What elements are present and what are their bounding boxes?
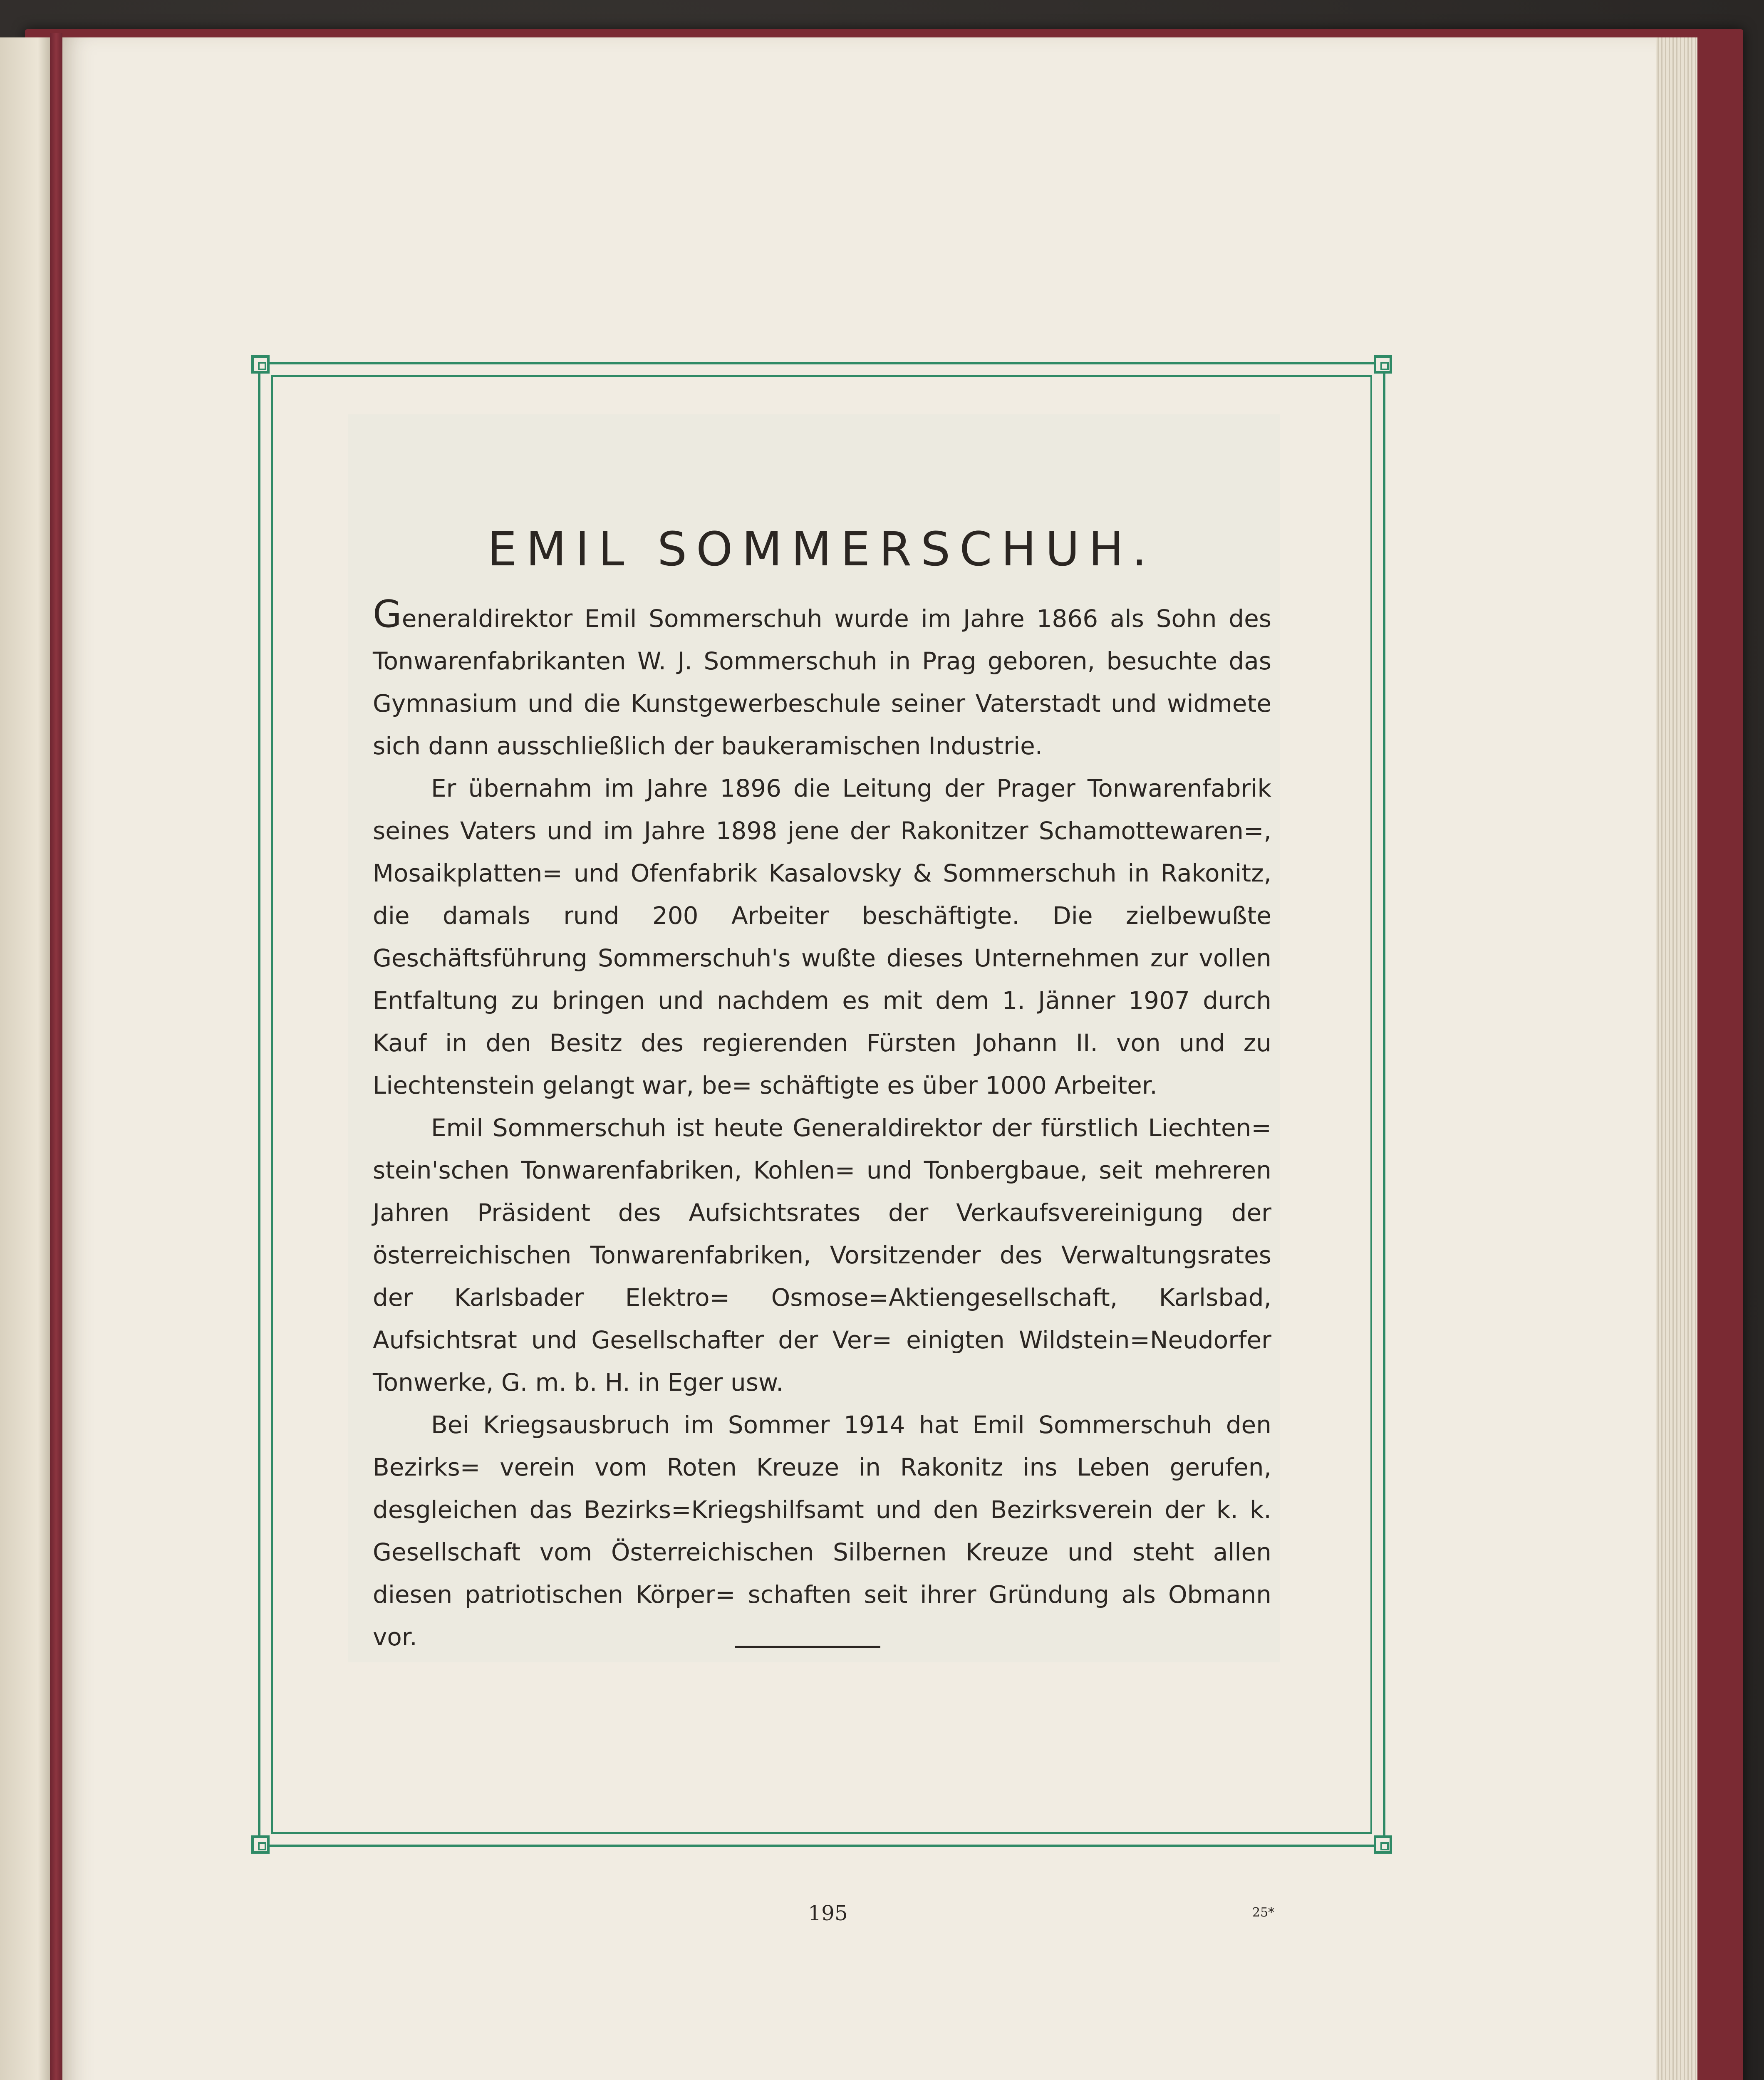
- signature-mark: 25*: [1252, 1905, 1275, 1920]
- page-number: 195: [808, 1901, 848, 1925]
- paragraph-text: eneraldirektor Emil Sommerschuh wurde im Jahre 1866 als Sohn des Tonwarenfabrikanten W. J. Sommerschuh in Prag geboren, besuchte das Gymnasium und die Kunstgewerbeschule seiner Vaterstadt und widmete sich dann ausschließlich der baukeramischen Industrie.: [373, 604, 1271, 760]
- page-title: EMIL SOMMERSCHUH.: [487, 522, 1156, 577]
- paragraph: Er übernahm im Jahre 1896 die Leitung der Prager Tonwarenfabrik seines Vaters und im Jahre 1898 jene der Rakonitzer Schamottewaren=, Mosaikplatten= und Ofenfabrik Kasalovsky & Sommerschuh in Rakonitz, die damals rund 200 Arbeiter beschäftigte. Die zielbewußte Geschäftsführung Sommerschuh's wußte dieses Unternehmen zur vollen Entfaltung zu bringen und nachdem es mit dem 1. Jänner 1907 durch Kauf in den Besitz des regierenden Fürsten Johann II. von und zu Liechtenstein gelangt war, be= schäftigte es über 1000 Arbeiter.: [373, 774, 1271, 1099]
- drop-cap: G: [373, 592, 402, 636]
- frame-corner-ornament: [1374, 355, 1392, 374]
- closing-rule: [735, 1646, 880, 1648]
- left-page-edge: [0, 37, 54, 2080]
- frame-corner-ornament: [1374, 1835, 1392, 1854]
- frame-corner-ornament: [251, 1835, 270, 1854]
- biography-text: [373, 592, 1271, 1658]
- paragraph: Bei Kriegsausbruch im Sommer 1914 hat Emil Sommerschuh den Bezirks= verein vom Roten Kreuze in Rakonitz ins Leben gerufen, desgleichen das Bezirks=Kriegshilfsamt und den Bezirksverein der k. k. Gesellschaft vom Österreichischen Silbernen Kreuze und steht allen diesen patriotischen Körper= schaften seit ihrer Gründung als Obmann vor.: [373, 1411, 1271, 1651]
- green-frame: [258, 362, 1385, 1847]
- paragraph: [373, 592, 1271, 767]
- book-gutter: [50, 33, 62, 2080]
- book-page: [62, 37, 1656, 2080]
- frame-corner-ornament: [251, 355, 270, 374]
- paragraph: Emil Sommerschuh ist heute Generaldirektor der fürstlich Liechten= stein'schen Tonwarenfabriken, Kohlen= und Tonbergbaue, seit mehreren Jahren Präsident des Aufsichtsrates der Verkaufsvereinigung der österreichischen Tonwarenfabriken, Vorsitzender des Verwaltungsrates der Karlsbader Elektro= Osmose=Aktiengesellschaft, Karlsbad, Aufsichtsrat und Gesellschafter der Ver= einigten Wildstein=Neudorfer Tonwerke, G. m. b. H. in Eger usw.: [373, 1114, 1271, 1397]
